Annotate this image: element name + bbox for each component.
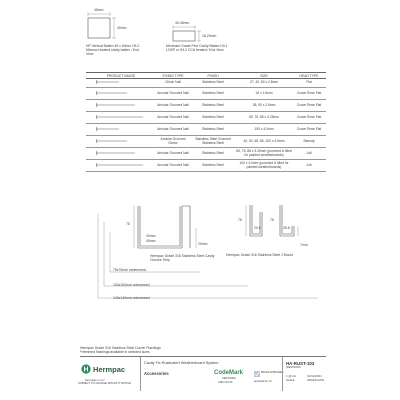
pine-height-dim: 18-20mm [202, 34, 217, 38]
system-title: Cavity Fix Rusticated Weatherboard System [144, 361, 219, 365]
scale-label: SCALE [286, 379, 295, 382]
issue-date: 01/11/2021 [307, 374, 322, 378]
head-type-cell: Flat [292, 79, 326, 88]
codemark-number: CMA-CM 30 [218, 381, 233, 384]
page-info: 1 @ A4 [286, 374, 296, 378]
branz-tick-icon [254, 371, 260, 377]
batten-caption: HP Vertical Batten 45 x 40mm H3.2 Microsol treated cavity batten / End View [86, 44, 140, 57]
col-header-product-image: PRODUCT IMAGE [86, 73, 156, 79]
divider-2 [282, 357, 283, 391]
fixing-type-cell: Annular Grooved Nail [156, 148, 190, 160]
size-cell: 27, 40, 50 x 2.8mm [236, 79, 292, 88]
col-header-size: SIZE [236, 73, 292, 79]
size-cell: 16 x 1.6mm [236, 88, 292, 100]
issue-date-label: ISSUED DATE [307, 379, 325, 382]
document-revision: (REVISION) [286, 366, 301, 369]
mould-dim-b: 28.6 [283, 226, 290, 230]
branz-number: Appraisal No. 10 [254, 380, 272, 383]
corner-label-100: 100x100mm unhemmed [113, 283, 150, 287]
corner-flashings-note [80, 346, 220, 354]
head-type-cell: Crown Rose Flat [292, 88, 326, 100]
mould-dim-a: 20.8 [254, 226, 261, 230]
finish-cell: Stainless Steel [190, 160, 236, 172]
system-subtitle: Accessories [144, 371, 169, 376]
title-block [80, 356, 326, 390]
fixing-type-cell: Annular Grooved Nail [156, 88, 190, 100]
brand-website: hermpac.co.nz [85, 378, 105, 382]
finish-cell: Stainless Steel [190, 79, 236, 88]
mould-dim-height: 75 [238, 218, 242, 222]
fixing-type-cell: Clinch Nail [156, 79, 190, 88]
fixing-type-cell: Annular Grooved Nail [156, 100, 190, 112]
head-type-cell: Crown Rose Flat [292, 112, 326, 124]
pine-width-dim: 40-45mm [175, 21, 190, 25]
note-line-2: *Hemmed flashings available in selected sizes [80, 350, 150, 355]
fixing-type-cell: Annular Grooved Screw [156, 136, 190, 148]
col-header-fixing-type: FIXING TYPE [156, 73, 190, 79]
brand-name: Hermpac [93, 365, 126, 374]
closure-dim-height: 75 [126, 222, 130, 226]
head-type-cell: Jolt [292, 148, 326, 160]
pine-caption: Merchant Grade Pine Cavity Batten H3.1 LOSP or H3.2 CCA treated / End View [166, 44, 228, 53]
finish-cell: Stainless Steel Grooved Stainless Steel [190, 136, 236, 148]
codemark-logo [214, 370, 250, 386]
corner-label-143: 143x140mm unhemmed [113, 296, 150, 300]
document-code: HA-RUST-103 [286, 361, 315, 366]
closure-dim-a: 40mm [146, 234, 156, 238]
col-header-finish: FINISH [190, 73, 236, 79]
finish-cell: Stainless Steel [190, 148, 236, 160]
head-type-cell: Crown Rose Flat [292, 124, 326, 136]
size-cell: 40, 50, 65, 85, 100 x 4.5mm [236, 136, 292, 148]
closure-dim-c: 20mm [198, 242, 208, 246]
finish-cell: Stainless Steel [190, 112, 236, 124]
mould-dim-c: 75 [270, 218, 274, 222]
head-type-cell: Crown Rose Flat [292, 100, 326, 112]
codemark-text: CodeMark [214, 370, 244, 376]
mould-dim-d: 7mm [300, 243, 308, 247]
finish-cell: Stainless Steel [190, 100, 236, 112]
col-header-head-type: HEAD TYPE [292, 73, 326, 79]
head-type-cell: Stamap [292, 136, 326, 148]
fixing-type-cell: Annular Grooved Nail [156, 112, 190, 124]
finish-cell: Stainless Steel [190, 124, 236, 136]
batten-height-dim: 40mm [117, 26, 127, 30]
divider-1 [140, 357, 141, 391]
branz-text: BRANZ APPRAISED [261, 371, 284, 374]
batten-width-dim: 45mm [94, 8, 104, 12]
mould-caption: Hermpac Grade 316 Stainless Steel J Mould [226, 253, 293, 257]
hermpac-logo [78, 362, 131, 385]
fixing-type-cell: Annular Grooved Nail [156, 160, 190, 172]
closure-dim-b: 45mm [146, 239, 156, 243]
closure-caption: Hermpac Grade 316 Stainless Steel Cavity Closure Strip [150, 254, 215, 263]
corner-label-75: 75x75mm unhemmed [113, 268, 146, 272]
codemark-sub: CERTIFIED [222, 377, 236, 380]
size-cell: 65, 75, 85 x 3.25mm [236, 112, 292, 124]
size-cell: 35, 50 x 2.8mm [236, 100, 292, 112]
size-cell: 100 x 4.0mm (punched & filled for painted weatherboards) [236, 160, 292, 172]
branz-logo [254, 371, 284, 387]
brand-disclaimer: SUBJECT TO CHANGE WITHOUT NOTICE [78, 382, 131, 385]
size-cell: 100 x 4.0mm [236, 124, 292, 136]
note-line-1: Hermpac Grade 316 Stainless Steel Corner Flashings [80, 346, 161, 350]
fixing-type-cell: Annular Grooved Nail [156, 124, 190, 136]
finish-cell: Stainless Steel [190, 88, 236, 100]
size-cell: 65, 75, 85 x 3.25mm (punched & filled for painted weatherboards) [236, 148, 292, 160]
hermpac-logo-icon [81, 364, 91, 374]
head-type-cell: Jolt [292, 160, 326, 172]
